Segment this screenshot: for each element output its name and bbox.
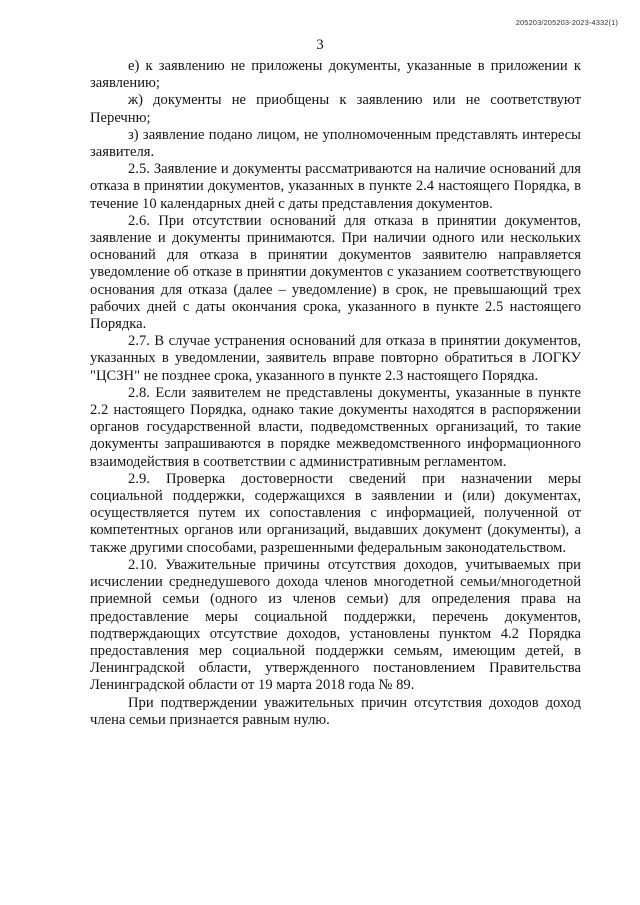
paragraph-item-z: з) заявление подано лицом, не уполномоченным представлять интересы заявителя. [90,126,581,161]
document-body [90,58,581,729]
paragraph-2-9: 2.9. Проверка достоверности сведений при назначении меры социальной поддержки, содержащихся в заявлении и (или) документах, осуществляется путем их сопоставления с информацией, полученной от компетентных органов или организаций, выдавших документ (документы), а также другими способами, разрешенными федеральным законодательством. [90,470,581,556]
paragraph-2-6: 2.6. При отсутствии оснований для отказа в принятии документов, заявление и документы принимаются. При наличии одного или нескольких оснований для отказа в принятии документов заявителю направляется уведомление об отказе в принятии документов с указанием соответствующего основания для отказа (далее – уведомление) в срок, не превышающий трех рабочих дней с даты окончания срока, указанного в пункте 2.5 настоящего Порядка. [90,212,581,333]
paragraph-item-zh: ж) документы не приобщены к заявлению или не соответствуют Перечню; [90,92,581,126]
paragraph-item-e: е) к заявлению не приложены документы, указанные в приложении к заявлению; [90,58,581,92]
paragraph-2-8: 2.8. Если заявителем не представлены документы, указанные в пункте 2.2 настоящего Порядка, однако такие документы находятся в распоряжении органов государственной власти, подведомственных организаций, то такие документы запрашиваются в порядке межведомственного информационного взаимодействия в соответствии с административным регламентом. [90,384,581,470]
paragraph-2-10: 2.10. Уважительные причины отсутствия доходов, учитываемых при исчислении среднедушевого дохода членов многодетной семьи/многодетной приемной семьи (одного из членов семьи) для определения права на предоставление меры социальной поддержки, перечень документов, подтверждающих отсутствие доходов, установлены пунктом 4.2 Порядка предоставления мер социальной поддержки семьям, имеющим детей, в Ленинградской области, утвержденного постановлением Правительства Ленинградской области от 19 марта 2018 года № 89. [90,556,581,694]
paragraph-2-5: 2.5. Заявление и документы рассматриваются на наличие оснований для отказа в принятии документов, указанных в пункте 2.4 настоящего Порядка, в течение 10 календарных дней с даты представления документов. [90,161,581,212]
paragraph-zero-income: При подтверждении уважительных причин отсутствия доходов доход члена семьи признается равным нулю. [90,694,581,728]
page-number: 3 [316,37,324,53]
paragraph-2-7: 2.7. В случае устранения оснований для отказа в принятии документов, указанных в уведомлении, заявитель вправе повторно обратиться в ЛОГКУ "ЦСЗН" не позднее срока, указанного в пункте 2.3 настоящего Порядка. [90,333,581,384]
document-reference: 205203/205203-2023-4332(1) [515,18,618,27]
